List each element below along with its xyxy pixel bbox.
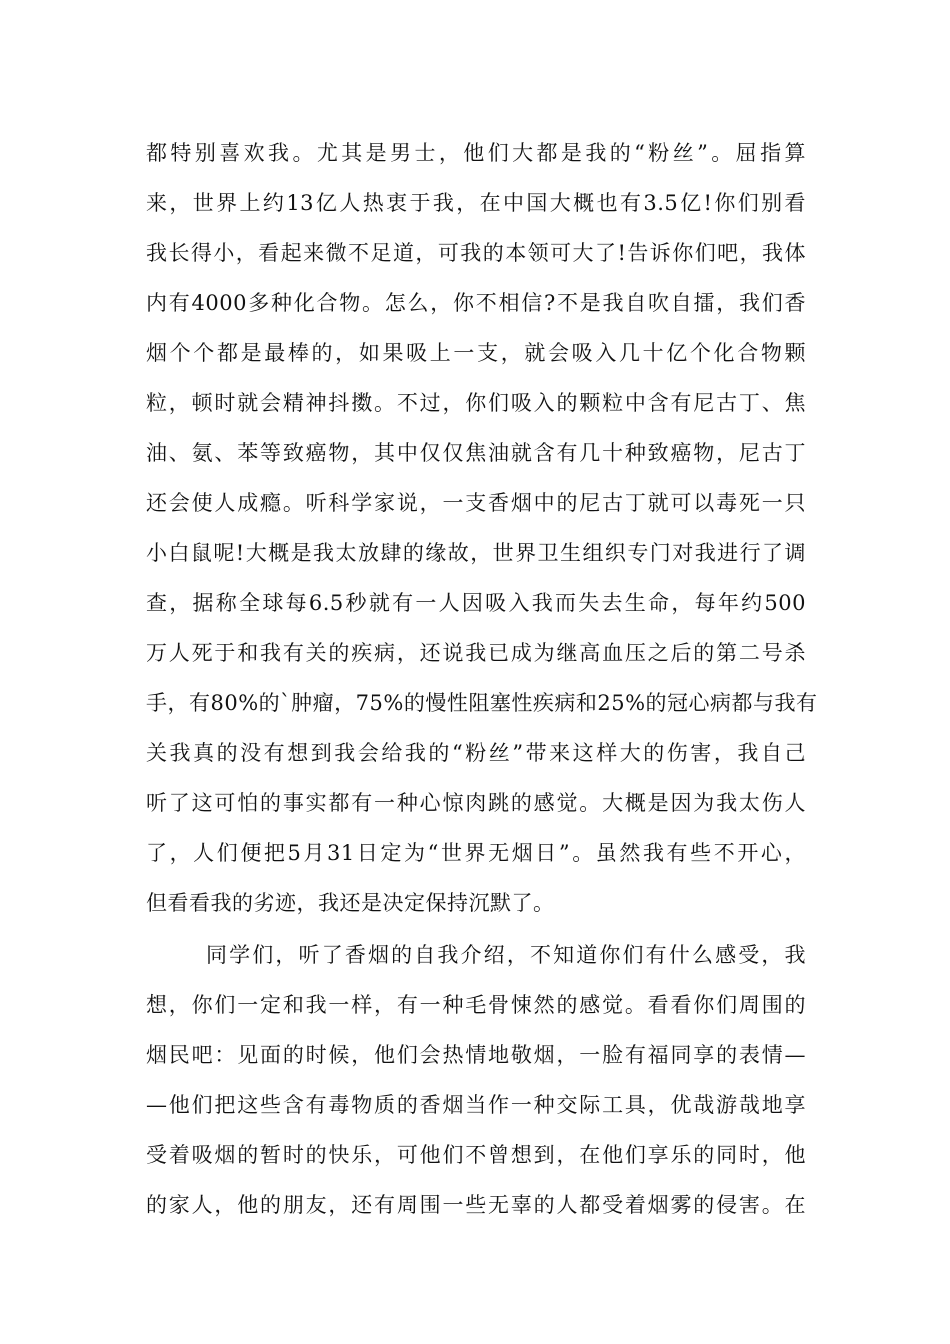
paragraph-1-line-10: 查，据称全球每6.5秒就有一人因吸入我而失去生命，每年约500: [146, 591, 806, 615]
paragraph-1-line-4: 内有4000多种化合物。怎么，你不相信?不是我自吹自擂，我们香: [146, 291, 806, 315]
paragraph-1-line-7: 油、氨、苯等致癌物，其中仅仅焦油就含有几十种致癌物，尼古丁: [146, 441, 806, 465]
paragraph-1-line-5: 烟个个都是最棒的，如果吸上一支，就会吸入几十亿个化合物颗: [146, 341, 806, 365]
paragraph-1-line-15: 了，人们便把5月31日定为“世界无烟日”。虽然我有些不开心，: [146, 841, 806, 865]
paragraph-2-line-4: —他们把这些含有毒物质的香烟当作一种交际工具，优哉游哉地享: [146, 1093, 806, 1117]
paragraph-2-line-2: 想，你们一定和我一样，有一种毛骨悚然的感觉。看看你们周围的: [146, 993, 806, 1017]
paragraph-1-line-13: 关我真的没有想到我会给我的“粉丝”带来这样大的伤害，我自己: [146, 741, 806, 765]
paragraph-1-line-16: 但看看我的劣迹，我还是决定保持沉默了。: [146, 891, 555, 915]
paragraph-1-line-12: 手，有80%的`肿瘤，75%的慢性阻塞性疾病和25%的冠心病都与我有: [146, 691, 818, 715]
paragraph-2-line-1: 同学们，听了香烟的自我介绍，不知道你们有什么感受，我: [206, 943, 806, 967]
paragraph-1-line-1: 都特别喜欢我。尤其是男士，他们大都是我的“粉丝”。屈指算: [146, 141, 806, 165]
paragraph-1-line-8: 还会使人成瘾。听科学家说，一支香烟中的尼古丁就可以毒死一只: [146, 491, 806, 515]
paragraph-1-line-2: 来，世界上约13亿人热衷于我，在中国大概也有3.5亿!你们别看: [146, 191, 806, 215]
paragraph-1-line-6: 粒，顿时就会精神抖擞。不过，你们吸入的颗粒中含有尼古丁、焦: [146, 391, 806, 415]
paragraph-2-line-3: 烟民吧：见面的时候，他们会热情地敬烟，一脸有福同享的表情—: [146, 1043, 806, 1067]
paragraph-1-line-11: 万人死于和我有关的疾病，还说我已成为继高血压之后的第二号杀: [146, 641, 806, 665]
paragraph-2-line-6: 的家人，他的朋友，还有周围一些无辜的人都受着烟雾的侵害。在: [146, 1193, 806, 1217]
paragraph-1-line-3: 我长得小，看起来微不足道，可我的本领可大了!告诉你们吧，我体: [146, 241, 806, 265]
paragraph-1-line-9: 小白鼠呢!大概是我太放肆的缘故，世界卫生组织专门对我进行了调: [146, 541, 806, 565]
paragraph-1-line-14: 听了这可怕的事实都有一种心惊肉跳的感觉。大概是因为我太伤人: [146, 791, 806, 815]
paragraph-2-line-5: 受着吸烟的暂时的快乐，可他们不曾想到，在他们享乐的同时，他: [146, 1143, 806, 1167]
